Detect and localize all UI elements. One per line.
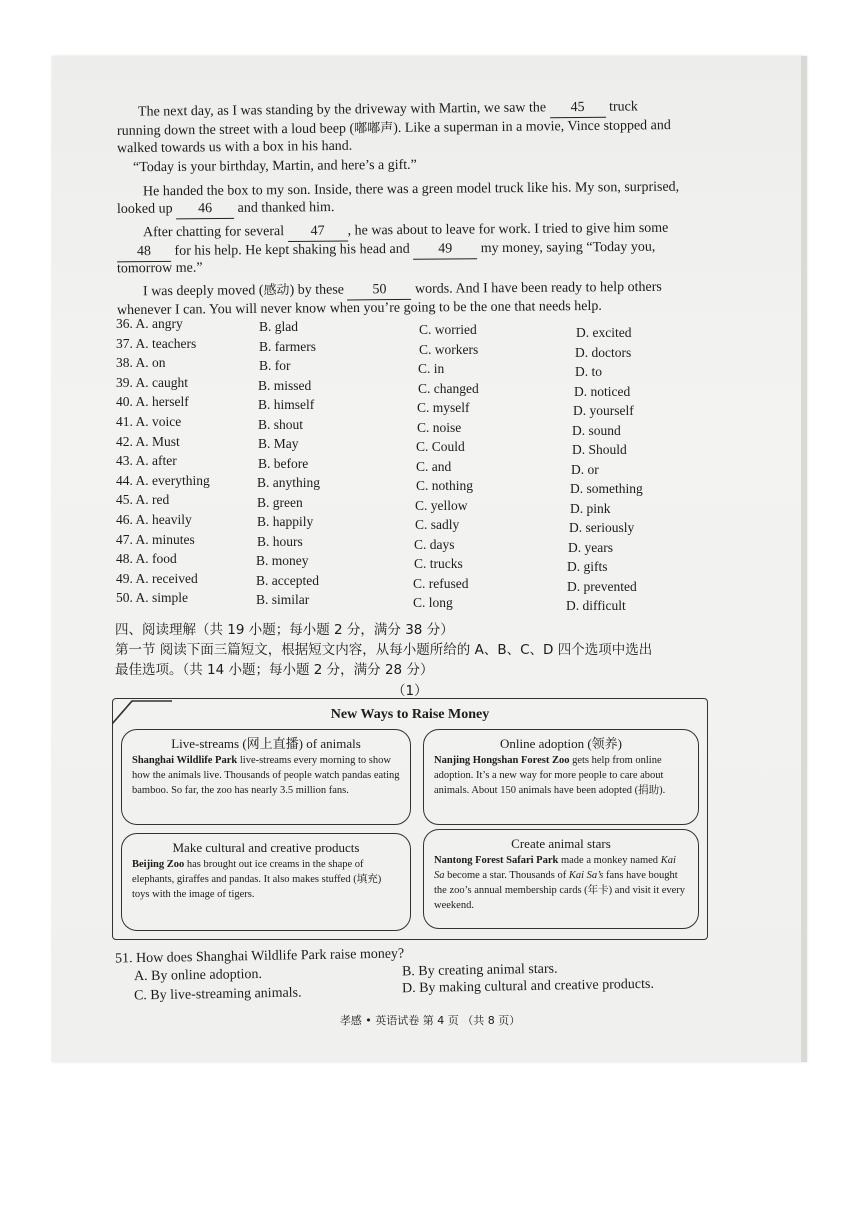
option-45-d: D. pink [570,500,611,516]
option-36-a: 36. A. angry [116,316,183,331]
passage-line: He handed the box to my son. Inside, there was a green model truck like his. My son, surprised, [142,179,680,200]
option-37-b: B. farmers [259,338,316,354]
option-42-b: B. May [258,436,299,451]
option-44-b: B. anything [257,475,320,490]
option-41-a: 41. A. voice [116,414,182,429]
option-48-b: B. money [256,553,309,568]
option-40-d: D. yourself [573,403,634,418]
option-45-a: 45. A. red [116,492,170,508]
option-37-c: C. workers [419,341,479,357]
option-42-a: 42. A. Must [116,433,180,449]
option-38-b: B. for [259,358,291,373]
info-box [112,698,708,940]
option-36-d: D. excited [576,325,632,340]
passage-line: whenever I can. You will never know when you’re going to be the one that needs help. [116,298,602,319]
option-46-d: D. seriously [569,520,635,535]
blank-49: 49 [413,239,477,260]
option-41-c: C. noise [417,419,462,435]
card-creative-products [121,833,411,931]
option-42-d: D. Should [572,442,627,457]
option-46-c: C. sadly [415,517,460,532]
card-title: Make cultural and creative products [172,840,360,855]
card-body: Nanjing Hongshan Forest Zoo gets help from online adoption. It’s a new way for more people to care about animals. About 150 animals have been adopted (捐助). [434,755,666,796]
option-43-a: 43. A. after [116,453,177,469]
passage-line: 48 for his help. He kept shaking his head and 49 my money, saying “Today you, [117,238,656,263]
question-51-option-c: C. By live-streaming animals. [133,985,302,1004]
card-body: Shanghai Wildlife Park live-streams every morning to show how the animals live. Thousands of people watch pandas eating bamboo. So far, the zoo has nearly 3.5 million fans. [132,755,400,796]
page-footer: 孝感 • 英语试卷 第 4 页 （共 8 页） [339,1014,521,1027]
option-49-b: B. accepted [256,572,319,588]
option-44-a: 44. A. everything [116,472,210,488]
option-49-a: 49. A. received [116,570,198,586]
option-38-a: 38. A. on [116,355,166,371]
option-43-b: B. before [258,455,309,471]
card-title: Create animal stars [511,836,611,851]
passage-line: “Today is your birthday, Martin, and here’s a gift.” [132,157,417,176]
option-41-d: D. sound [572,422,621,438]
option-37-a: 37. A. teachers [116,335,197,351]
blank-50: 50 [347,280,411,301]
passage-line: tomorrow me.” [116,260,203,277]
option-49-d: D. prevented [567,578,637,594]
option-47-b: B. hours [257,533,303,549]
card-body: Nantong Forest Safari Park made a monkey named Kai Sa become a star. Thousands of Kai Sa’s fans have bought the zoo’s annual membership cards (年卡) and visit it every weekend. [434,855,686,911]
page-edge-shadow [801,56,807,1062]
option-49-c: C. refused [413,575,469,591]
option-50-a: 50. A. simple [116,590,189,606]
option-44-c: C. nothing [416,478,474,493]
option-45-c: C. yellow [415,497,468,513]
option-37-d: D. doctors [575,344,632,360]
option-50-d: D. difficult [566,598,626,613]
option-46-a: 46. A. heavily [116,512,192,527]
option-47-a: 47. A. minutes [116,531,195,547]
question-51-option-d: D. By making cultural and creative products. [401,976,655,997]
question-51-option-a: A. By online adoption. [133,966,263,985]
passage-line: looked up 46 and thanked him. [117,198,335,220]
option-50-b: B. similar [256,592,310,607]
option-47-d: D. years [568,539,613,555]
passage-line: walked towards us with a box in his hand. [116,138,353,157]
option-36-c: C. worried [419,322,477,337]
option-48-a: 48. A. food [116,551,177,567]
option-48-c: C. trucks [414,556,463,571]
option-48-d: D. gifts [567,559,608,574]
question-51-option-b: B. By creating animal stars. [401,961,558,980]
passage-number: （1） [392,683,428,699]
card-title: Live-streams (网上直播) of animals [171,736,361,751]
option-44-d: D. something [570,481,643,496]
blank-48: 48 [117,242,171,262]
option-46-b: B. happily [257,514,314,529]
blank-46: 46 [176,199,234,220]
blank-47: 47 [288,222,348,243]
card-body: Beijing Zoo has brought out ice creams in the shape of elephants, giraffes and pandas. It also makes stuffed (填充) toys with the image of tigers. [132,859,382,900]
passage-line: running down the street with a loud beep (嘟嘟声). Like a superman in a movie, Vince stopped and [116,118,671,139]
option-47-c: C. days [414,536,455,552]
info-box-title: New Ways to Raise Money [330,707,490,722]
option-38-c: C. in [418,361,445,376]
section-instruction: 最佳选项。（共 14 小题；每小题 2 分，满分 28 分） [115,662,434,678]
option-39-c: C. changed [418,380,479,396]
card-live-streams [121,729,411,825]
option-45-b: B. green [257,494,303,510]
section-heading: 四、阅读理解（共 19 小题；每小题 2 分，满分 38 分） [115,622,454,638]
option-40-c: C. myself [417,400,470,415]
question-51-stem: 51. How does Shanghai Wildlife Park raise money? [114,946,405,967]
folded-corner-icon [112,698,172,724]
blank-45: 45 [549,98,605,119]
option-39-d: D. noticed [574,383,631,399]
section-instruction: 第一节 阅读下面三篇短文，根据短文内容，从每小题所给的 A、B、C、D 四个选项中选出 [115,642,653,658]
card-online-adoption [423,729,699,825]
option-40-a: 40. A. herself [116,394,189,410]
option-38-d: D. to [575,364,602,379]
option-43-d: D. or [571,461,599,477]
option-39-b: B. missed [258,377,312,393]
card-animal-stars [423,829,699,929]
option-50-c: C. long [413,595,453,610]
passage-line: The next day, as I was standing by the driveway with Martin, we saw the 45 truck [137,99,638,120]
option-42-c: C. Could [416,439,465,454]
option-41-b: B. shout [258,416,304,432]
passage-line: After chatting for several 47 , he was about to leave for work. I tried to give him some [142,220,669,241]
card-title: Online adoption (领养) [499,736,623,751]
option-43-c: C. and [416,458,452,474]
passage-line: I was deeply moved (感动) by these 50 words. And I have been ready to help others [142,279,662,300]
option-39-a: 39. A. caught [116,374,188,390]
option-36-b: B. glad [259,319,298,334]
option-40-b: B. himself [258,397,315,412]
